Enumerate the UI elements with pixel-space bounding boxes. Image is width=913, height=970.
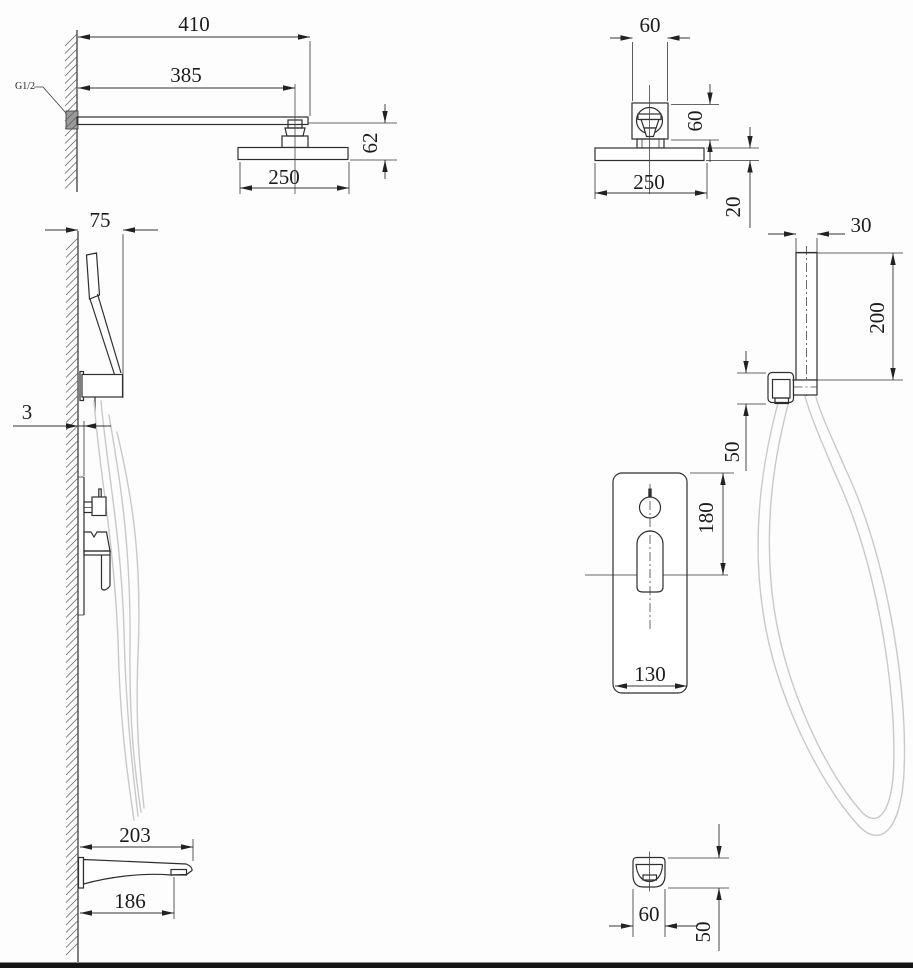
tub-spout: [84, 860, 193, 885]
joint-cone: [641, 120, 659, 129]
dim-label-385: 385: [170, 63, 202, 87]
dim-label-20: 20: [721, 196, 745, 218]
view-spout-side: [79, 823, 194, 919]
dim-label-62: 62: [358, 132, 382, 154]
view-mixer-side: [79, 477, 111, 615]
dim-label-200: 200: [865, 302, 889, 334]
dim-label-180: 180: [694, 502, 718, 534]
dim-label-50-spout: 50: [691, 921, 715, 943]
dim-label-410: 410: [178, 12, 210, 36]
dim-label-3: 3: [21, 400, 33, 424]
diverter-stem-side: [99, 489, 101, 497]
dim-label-75: 75: [89, 208, 111, 232]
wall-hatching: [65, 34, 78, 955]
hose-coupler: [794, 380, 818, 395]
baseline-bar: [0, 963, 913, 969]
diverter-knob-side: [92, 497, 106, 516]
view-rain-shower-side: [15, 12, 397, 194]
view-rain-shower-front: [595, 13, 759, 228]
dim-label-130: 130: [634, 662, 666, 686]
shower-arm: [77, 117, 308, 125]
elbow-body: [773, 380, 791, 399]
view-spout-front: [609, 824, 729, 951]
view-hand-shower-front: [720, 213, 905, 835]
shower-hose-loop: [758, 396, 905, 835]
dimension-arrowheads: [66, 34, 896, 928]
view-mixer-front: [585, 473, 734, 693]
dim-label-186: 186: [114, 889, 146, 913]
spout-wall-flange: [79, 858, 84, 889]
dim-label-203: 203: [119, 823, 151, 847]
dim-label-60-spout: 60: [638, 902, 660, 926]
hand-shower-head: [87, 253, 100, 299]
handle-lip: [84, 551, 110, 555]
thread-size-label: G1/2: [15, 81, 35, 92]
mixer-handle-base-side: [84, 532, 110, 551]
view-hand-shower-side: [13, 208, 158, 962]
dim-label-60-right: 60: [683, 110, 707, 132]
dim-label-50-outlet: 50: [720, 441, 744, 463]
shower-head-plate-side: [238, 148, 348, 160]
joint-nut: [644, 128, 656, 137]
head-neck: [637, 139, 664, 148]
shower-hose-side: [94, 401, 144, 820]
dim-label-250-side: 250: [268, 165, 300, 189]
dim-label-30: 30: [850, 213, 872, 237]
dim-label-250-front: 250: [633, 170, 665, 194]
thread-leader-line: [34, 87, 66, 113]
holder-block: [82, 375, 123, 398]
dim-label-60-top: 60: [639, 13, 661, 37]
